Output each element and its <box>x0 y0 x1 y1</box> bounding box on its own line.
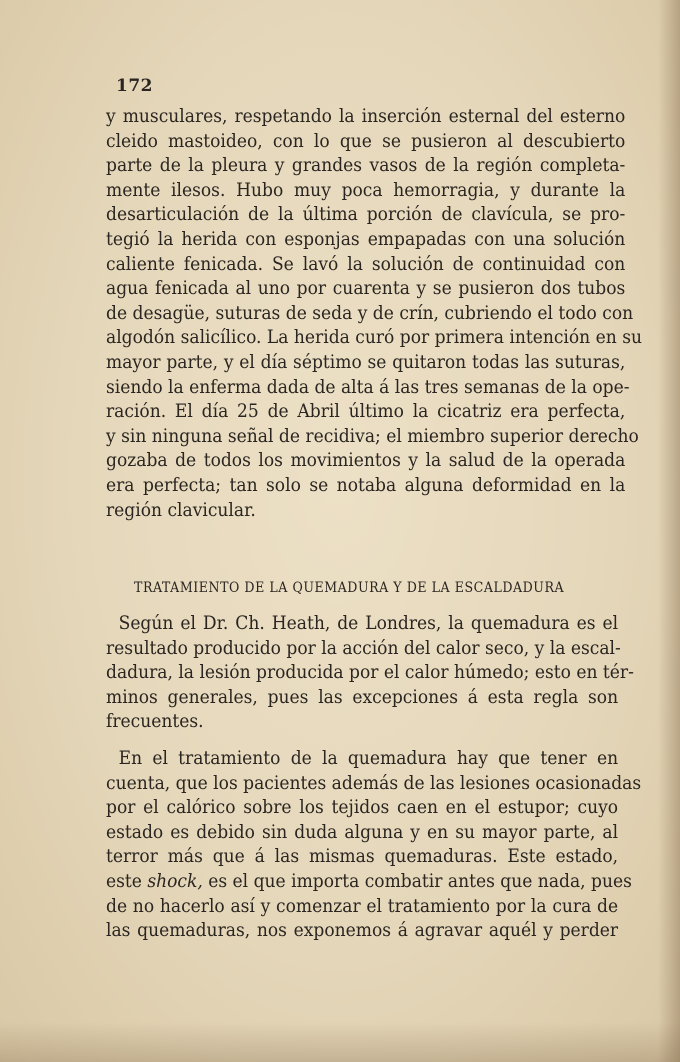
text-line: por el calórico sobre los tejidos caen en el estupor; cuyo <box>106 796 619 819</box>
text-line: caliente fenicada. Se lavó la solución de continuidad con <box>106 252 626 275</box>
section-heading: TRATAMIENTO DE LA QUEMADURA Y DE LA ESCALDADURA <box>134 580 565 596</box>
text-line: minos generales, pues las excepciones á esta regla son <box>106 685 619 708</box>
text-line: ración. El día 25 de Abril último la cicatriz era perfecta, <box>106 400 626 423</box>
text-line: parte de la pleura y grandes vasos de la región completa- <box>106 154 626 177</box>
text-line: frecuentes. <box>106 710 204 733</box>
italic-term: shock, <box>147 869 203 892</box>
text-line: región clavicular. <box>106 498 256 521</box>
page-edge-shadow <box>658 0 680 1062</box>
text-line: cleido mastoideo, con lo que se pusieron al descubierto <box>106 129 626 152</box>
text-line: desarticulación de la última porción de clavícula, se pro- <box>106 203 626 226</box>
text-line-shock <box>106 869 632 894</box>
text-line: siendo la enferma dada de alta á las tres semanas de la ope- <box>106 375 630 398</box>
text-line: En el tratamiento de la quemadura hay que tener en <box>118 746 619 769</box>
text-line: de no hacerlo así y comenzar el tratamiento por la cura de <box>106 894 619 917</box>
text-line: estado es debido sin duda alguna y en su mayor parte, al <box>106 820 619 843</box>
paragraph-gap <box>106 734 618 746</box>
text-fragment: es el que importa combatir antes que nada, pues <box>202 869 632 892</box>
text-fragment: este <box>106 869 148 892</box>
text-line: mayor parte, y el día séptimo se quitaron todas las suturas, <box>106 350 626 373</box>
text-line: era perfecta; tan solo se notaba alguna deformidad en la <box>106 473 626 496</box>
text-line: agua fenicada al uno por cuarenta y se pusieron dos tubos <box>106 277 626 300</box>
text-line: dadura, la lesión producida por el calor húmedo; esto en tér- <box>106 661 634 684</box>
page-bottom-shadow <box>0 1022 680 1062</box>
text-line: cuenta, que los pacientes además de las lesiones ocasionadas <box>106 771 642 794</box>
text-line: tegió la herida con esponjas empapadas con una solución <box>106 227 626 250</box>
text-line: las quemaduras, nos exponemos á agravar aquél y perder <box>106 919 619 942</box>
text-line: resultado producido por la acción del calor seco, y la escal- <box>106 636 621 659</box>
text-line: gozaba de todos los movimientos y la salud de la operada <box>106 449 626 472</box>
text-line: y sin ninguna señal de recidiva; el miembro superior derecho <box>106 424 639 447</box>
text-line: terror más que á las mismas quemaduras. Este estado, <box>106 845 619 868</box>
text-line: y musculares, respetando la inserción esternal del esterno <box>106 105 626 127</box>
page-number: 172 <box>116 76 153 96</box>
text-line: algodón salicílico. La herida curó por primera intención en su <box>106 326 642 349</box>
text-line: mente ilesos. Hubo muy poca hemorragia, y durante la <box>106 178 626 201</box>
text-line: de desagüe, suturas de seda y de crín, cubriendo el todo con <box>106 301 634 324</box>
paragraph-continuation <box>106 104 642 522</box>
text-line: Según el Dr. Ch. Heath, de Londres, la quemadura es el <box>118 612 619 634</box>
section-body <box>106 611 642 943</box>
